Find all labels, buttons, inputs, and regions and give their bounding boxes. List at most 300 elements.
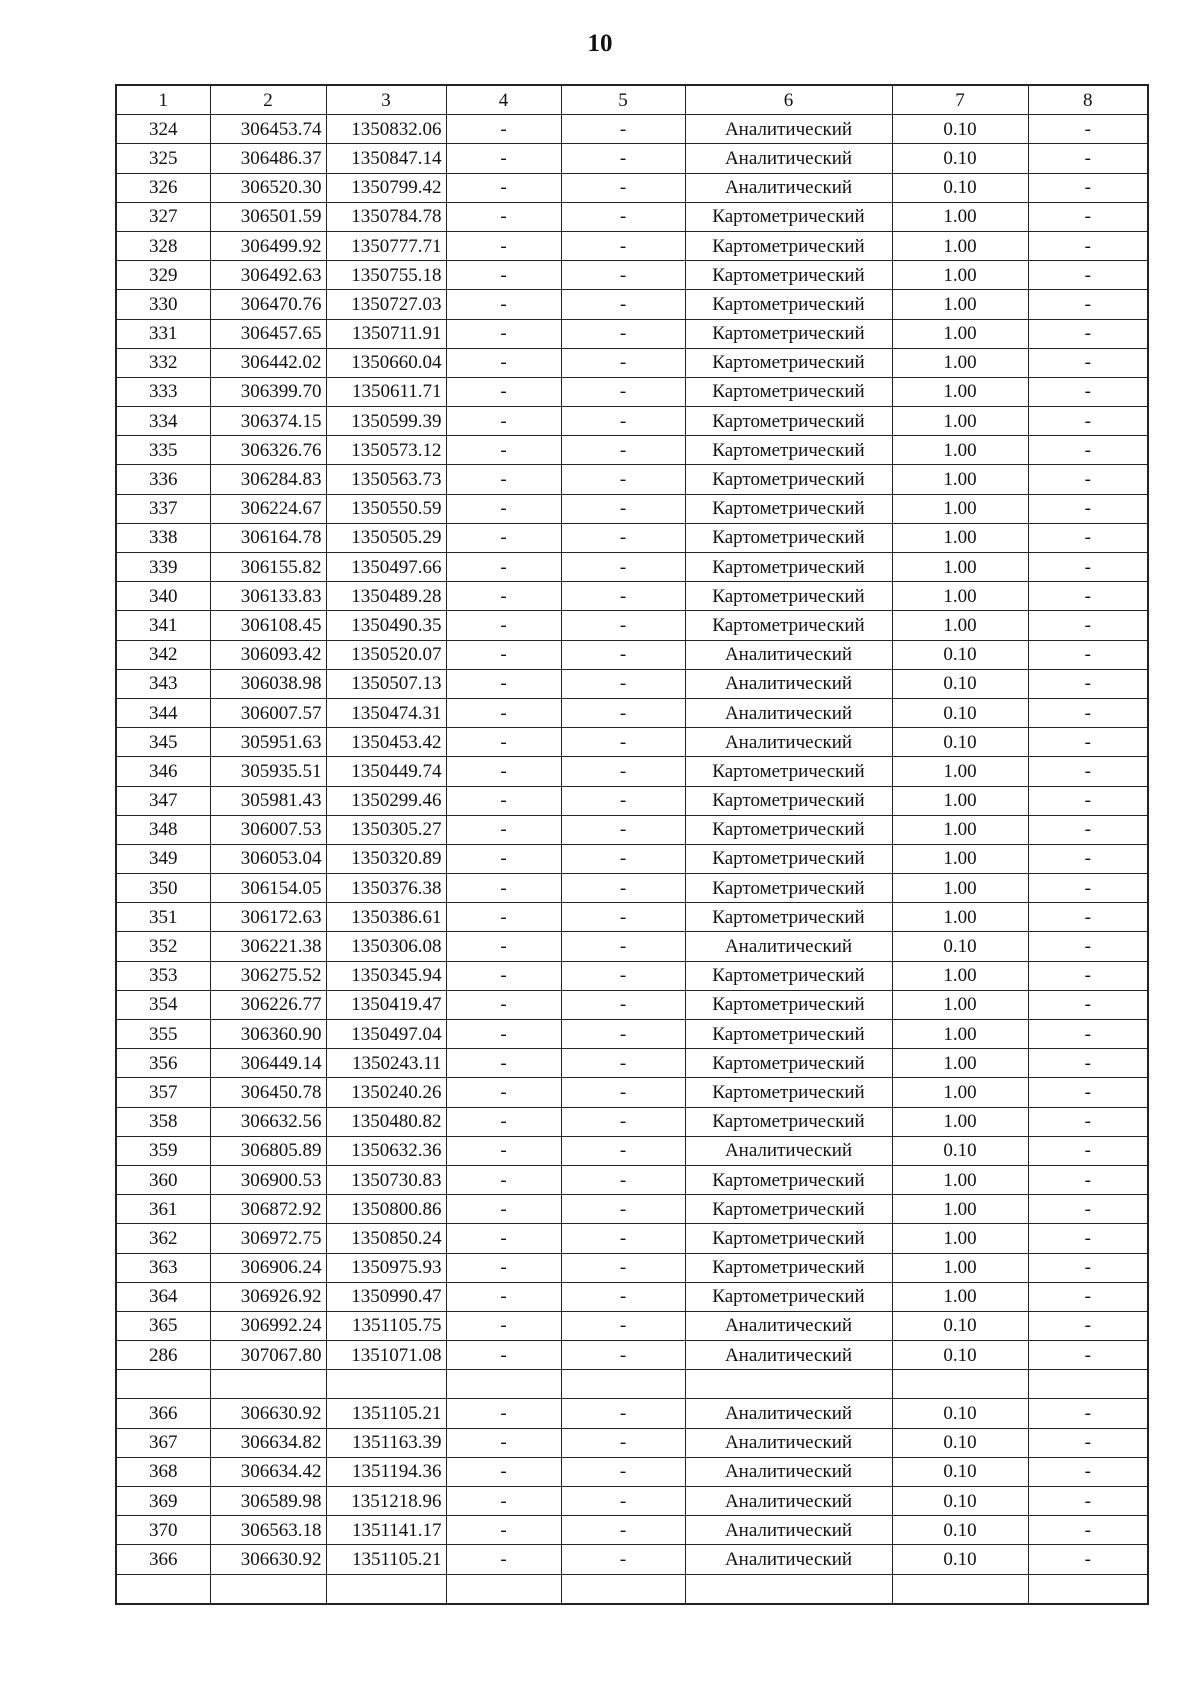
cell-accuracy: 0.10 xyxy=(892,1136,1028,1165)
cell-col-5: - xyxy=(561,844,685,873)
column-header-4: 4 xyxy=(446,85,561,115)
cell-y-coordinate: 1351218.96 xyxy=(326,1487,446,1516)
cell-col-5: - xyxy=(561,1078,685,1107)
cell-col-5: - xyxy=(561,1020,685,1049)
cell-y-coordinate: 1351071.08 xyxy=(326,1341,446,1370)
cell-col-8: - xyxy=(1028,1545,1148,1574)
cell-col-5: - xyxy=(561,144,685,173)
table-row xyxy=(116,1195,1148,1224)
cell-col-8: - xyxy=(1028,348,1148,377)
cell-accuracy: 0.10 xyxy=(892,1399,1028,1428)
cell-y-coordinate: 1350800.86 xyxy=(326,1195,446,1224)
cell-col-5 xyxy=(561,1574,685,1604)
cell-col-4: - xyxy=(446,1020,561,1049)
cell-col-8: - xyxy=(1028,436,1148,465)
cell-col-4: - xyxy=(446,202,561,231)
cell-accuracy: 1.00 xyxy=(892,1224,1028,1253)
cell-y-coordinate: 1350611.71 xyxy=(326,377,446,406)
table-row xyxy=(116,290,1148,319)
cell-point-number: 331 xyxy=(116,319,210,348)
cell-y-coordinate: 1350599.39 xyxy=(326,407,446,436)
cell-x-coordinate: 306926.92 xyxy=(210,1282,326,1311)
cell-x-coordinate: 306007.57 xyxy=(210,698,326,727)
cell-y-coordinate: 1350550.59 xyxy=(326,494,446,523)
cell-col-8: - xyxy=(1028,1253,1148,1282)
cell-col-5: - xyxy=(561,1516,685,1545)
cell-accuracy: 0.10 xyxy=(892,1545,1028,1574)
cell-col-4: - xyxy=(446,757,561,786)
cell-col-4: - xyxy=(446,144,561,173)
cell-y-coordinate: 1350660.04 xyxy=(326,348,446,377)
cell-point-number: 346 xyxy=(116,757,210,786)
cell-accuracy: 1.00 xyxy=(892,553,1028,582)
table-body xyxy=(116,115,1148,1604)
cell-accuracy: 1.00 xyxy=(892,844,1028,873)
cell-method: Картометрический xyxy=(685,377,892,406)
cell-col-4: - xyxy=(446,1311,561,1340)
cell-x-coordinate: 306053.04 xyxy=(210,844,326,873)
table-row xyxy=(116,757,1148,786)
cell-x-coordinate: 306632.56 xyxy=(210,1107,326,1136)
cell-method: Картометрический xyxy=(685,1282,892,1311)
cell-point-number: 344 xyxy=(116,698,210,727)
cell-col-4: - xyxy=(446,1341,561,1370)
cell-col-8 xyxy=(1028,1574,1148,1604)
table-row xyxy=(116,407,1148,436)
table-row xyxy=(116,1049,1148,1078)
cell-accuracy: 1.00 xyxy=(892,786,1028,815)
table-row xyxy=(116,202,1148,231)
cell-col-5: - xyxy=(561,728,685,757)
cell-accuracy: 1.00 xyxy=(892,1020,1028,1049)
cell-col-8: - xyxy=(1028,1165,1148,1194)
cell-accuracy: 0.10 xyxy=(892,173,1028,202)
cell-col-5: - xyxy=(561,553,685,582)
cell-col-5: - xyxy=(561,523,685,552)
cell-accuracy: 0.10 xyxy=(892,144,1028,173)
cell-x-coordinate: 306470.76 xyxy=(210,290,326,319)
cell-col-4: - xyxy=(446,1165,561,1194)
cell-x-coordinate: 306520.30 xyxy=(210,173,326,202)
cell-accuracy: 0.10 xyxy=(892,1516,1028,1545)
cell-col-4: - xyxy=(446,231,561,260)
cell-accuracy: 1.00 xyxy=(892,961,1028,990)
table-row xyxy=(116,348,1148,377)
cell-y-coordinate: 1351105.21 xyxy=(326,1545,446,1574)
cell-col-8: - xyxy=(1028,1311,1148,1340)
cell-x-coordinate: 306906.24 xyxy=(210,1253,326,1282)
cell-col-5: - xyxy=(561,1224,685,1253)
table-row xyxy=(116,669,1148,698)
cell-y-coordinate: 1350727.03 xyxy=(326,290,446,319)
cell-point-number: 345 xyxy=(116,728,210,757)
cell-col-4: - xyxy=(446,1428,561,1457)
cell-x-coordinate: 306172.63 xyxy=(210,903,326,932)
cell-accuracy: 1.00 xyxy=(892,523,1028,552)
cell-col-8: - xyxy=(1028,786,1148,815)
cell-method: Картометрический xyxy=(685,523,892,552)
cell-col-5: - xyxy=(561,1545,685,1574)
cell-method: Аналитический xyxy=(685,1487,892,1516)
cell-x-coordinate: 306805.89 xyxy=(210,1136,326,1165)
cell-col-5: - xyxy=(561,640,685,669)
cell-point-number: 359 xyxy=(116,1136,210,1165)
cell-col-5: - xyxy=(561,698,685,727)
cell-point-number: 351 xyxy=(116,903,210,932)
cell-point-number: 335 xyxy=(116,436,210,465)
cell-col-4: - xyxy=(446,1457,561,1486)
cell-method: Картометрический xyxy=(685,348,892,377)
table-row xyxy=(116,611,1148,640)
table-row xyxy=(116,728,1148,757)
cell-point-number: 347 xyxy=(116,786,210,815)
cell-y-coordinate: 1350305.27 xyxy=(326,815,446,844)
cell-col-8: - xyxy=(1028,1078,1148,1107)
cell-method: Картометрический xyxy=(685,1224,892,1253)
cell-col-8: - xyxy=(1028,640,1148,669)
cell-point-number: 327 xyxy=(116,202,210,231)
cell-method: Картометрический xyxy=(685,990,892,1019)
cell-accuracy: 1.00 xyxy=(892,1282,1028,1311)
cell-y-coordinate: 1350755.18 xyxy=(326,261,446,290)
cell-x-coordinate: 305981.43 xyxy=(210,786,326,815)
cell-accuracy: 1.00 xyxy=(892,231,1028,260)
cell-x-coordinate: 307067.80 xyxy=(210,1341,326,1370)
cell-point-number: 358 xyxy=(116,1107,210,1136)
cell-col-5: - xyxy=(561,202,685,231)
cell-method: Картометрический xyxy=(685,1078,892,1107)
table-row xyxy=(116,1545,1148,1574)
table-row xyxy=(116,1136,1148,1165)
table-row xyxy=(116,523,1148,552)
cell-col-8: - xyxy=(1028,407,1148,436)
cell-col-4: - xyxy=(446,1107,561,1136)
table-row xyxy=(116,582,1148,611)
cell-accuracy: 1.00 xyxy=(892,465,1028,494)
cell-col-5: - xyxy=(561,932,685,961)
cell-x-coordinate: 306630.92 xyxy=(210,1399,326,1428)
cell-y-coordinate: 1350320.89 xyxy=(326,844,446,873)
cell-x-coordinate: 306501.59 xyxy=(210,202,326,231)
cell-point-number: 353 xyxy=(116,961,210,990)
table-row xyxy=(116,1020,1148,1049)
cell-y-coordinate: 1350990.47 xyxy=(326,1282,446,1311)
table-row xyxy=(116,786,1148,815)
cell-accuracy: 1.00 xyxy=(892,1253,1028,1282)
cell-method: Аналитический xyxy=(685,728,892,757)
page-number: 10 xyxy=(587,30,613,57)
cell-point-number: 368 xyxy=(116,1457,210,1486)
cell-x-coordinate: 306634.42 xyxy=(210,1457,326,1486)
table-row xyxy=(116,1341,1148,1370)
table-row xyxy=(116,377,1148,406)
table-row xyxy=(116,844,1148,873)
cell-col-5: - xyxy=(561,465,685,494)
cell-col-8 xyxy=(1028,1370,1148,1399)
cell-col-4: - xyxy=(446,903,561,932)
cell-col-5: - xyxy=(561,582,685,611)
cell-y-coordinate: 1350306.08 xyxy=(326,932,446,961)
cell-point-number: 349 xyxy=(116,844,210,873)
cell-col-4: - xyxy=(446,1253,561,1282)
cell-point-number xyxy=(116,1574,210,1604)
cell-y-coordinate: 1350299.46 xyxy=(326,786,446,815)
cell-col-8: - xyxy=(1028,523,1148,552)
cell-point-number: 324 xyxy=(116,115,210,144)
cell-method: Аналитический xyxy=(685,173,892,202)
cell-col-4: - xyxy=(446,1078,561,1107)
cell-method: Картометрический xyxy=(685,290,892,319)
cell-method: Картометрический xyxy=(685,202,892,231)
cell-point-number xyxy=(116,1370,210,1399)
table-row xyxy=(116,1107,1148,1136)
cell-accuracy: 1.00 xyxy=(892,1107,1028,1136)
cell-accuracy: 0.10 xyxy=(892,1487,1028,1516)
cell-method: Картометрический xyxy=(685,1165,892,1194)
cell-col-8: - xyxy=(1028,932,1148,961)
cell-point-number: 338 xyxy=(116,523,210,552)
cell-col-8: - xyxy=(1028,815,1148,844)
cell-x-coordinate: 306226.77 xyxy=(210,990,326,1019)
cell-col-5: - xyxy=(561,1195,685,1224)
cell-method: Аналитический xyxy=(685,115,892,144)
cell-col-8: - xyxy=(1028,115,1148,144)
cell-accuracy: 0.10 xyxy=(892,1341,1028,1370)
cell-col-8: - xyxy=(1028,874,1148,903)
table-row xyxy=(116,640,1148,669)
cell-point-number: 364 xyxy=(116,1282,210,1311)
cell-col-4 xyxy=(446,1370,561,1399)
table-row xyxy=(116,874,1148,903)
cell-col-5: - xyxy=(561,1049,685,1078)
cell-col-8: - xyxy=(1028,173,1148,202)
cell-x-coordinate: 305935.51 xyxy=(210,757,326,786)
cell-col-8: - xyxy=(1028,961,1148,990)
cell-accuracy: 0.10 xyxy=(892,1428,1028,1457)
cell-accuracy: 1.00 xyxy=(892,348,1028,377)
cell-col-8: - xyxy=(1028,1487,1148,1516)
table-row xyxy=(116,815,1148,844)
cell-y-coordinate: 1351194.36 xyxy=(326,1457,446,1486)
cell-accuracy: 1.00 xyxy=(892,494,1028,523)
cell-col-4: - xyxy=(446,1487,561,1516)
cell-x-coordinate: 306453.74 xyxy=(210,115,326,144)
cell-col-8: - xyxy=(1028,1224,1148,1253)
table-row xyxy=(116,231,1148,260)
cell-method: Аналитический xyxy=(685,1399,892,1428)
table-row xyxy=(116,261,1148,290)
cell-point-number: 336 xyxy=(116,465,210,494)
cell-col-8: - xyxy=(1028,144,1148,173)
cell-point-number: 367 xyxy=(116,1428,210,1457)
cell-col-4: - xyxy=(446,961,561,990)
cell-method: Картометрический xyxy=(685,465,892,494)
cell-method xyxy=(685,1574,892,1604)
table-row xyxy=(116,698,1148,727)
cell-x-coordinate: 306155.82 xyxy=(210,553,326,582)
cell-accuracy: 1.00 xyxy=(892,611,1028,640)
cell-x-coordinate: 306374.15 xyxy=(210,407,326,436)
cell-col-5: - xyxy=(561,115,685,144)
cell-col-4: - xyxy=(446,844,561,873)
cell-y-coordinate: 1350832.06 xyxy=(326,115,446,144)
cell-y-coordinate: 1350799.42 xyxy=(326,173,446,202)
cell-col-5: - xyxy=(561,786,685,815)
cell-method: Картометрический xyxy=(685,231,892,260)
cell-col-5: - xyxy=(561,1457,685,1486)
cell-x-coordinate: 306492.63 xyxy=(210,261,326,290)
cell-x-coordinate: 306499.92 xyxy=(210,231,326,260)
cell-col-8: - xyxy=(1028,990,1148,1019)
cell-y-coordinate: 1350449.74 xyxy=(326,757,446,786)
cell-method: Картометрический xyxy=(685,1195,892,1224)
cell-accuracy xyxy=(892,1370,1028,1399)
cell-col-5: - xyxy=(561,436,685,465)
cell-y-coordinate: 1351141.17 xyxy=(326,1516,446,1545)
cell-col-4 xyxy=(446,1574,561,1604)
cell-point-number: 286 xyxy=(116,1341,210,1370)
cell-x-coordinate: 306108.45 xyxy=(210,611,326,640)
column-header-1: 1 xyxy=(116,85,210,115)
cell-point-number: 365 xyxy=(116,1311,210,1340)
cell-x-coordinate: 306007.53 xyxy=(210,815,326,844)
cell-accuracy: 1.00 xyxy=(892,1165,1028,1194)
cell-col-5: - xyxy=(561,173,685,202)
table-row xyxy=(116,961,1148,990)
cell-x-coordinate: 306275.52 xyxy=(210,961,326,990)
cell-col-4: - xyxy=(446,786,561,815)
cell-point-number: 366 xyxy=(116,1545,210,1574)
cell-x-coordinate: 306326.76 xyxy=(210,436,326,465)
cell-col-8: - xyxy=(1028,290,1148,319)
cell-x-coordinate: 306360.90 xyxy=(210,1020,326,1049)
cell-col-4: - xyxy=(446,1399,561,1428)
cell-x-coordinate: 306457.65 xyxy=(210,319,326,348)
cell-col-4: - xyxy=(446,1195,561,1224)
cell-col-4: - xyxy=(446,436,561,465)
cell-x-coordinate: 306224.67 xyxy=(210,494,326,523)
cell-x-coordinate: 306486.37 xyxy=(210,144,326,173)
cell-col-4: - xyxy=(446,290,561,319)
cell-point-number: 355 xyxy=(116,1020,210,1049)
cell-x-coordinate xyxy=(210,1370,326,1399)
cell-point-number: 352 xyxy=(116,932,210,961)
cell-x-coordinate: 306450.78 xyxy=(210,1078,326,1107)
cell-col-4: - xyxy=(446,815,561,844)
cell-point-number: 348 xyxy=(116,815,210,844)
cell-col-8: - xyxy=(1028,1195,1148,1224)
cell-col-5: - xyxy=(561,290,685,319)
cell-col-4: - xyxy=(446,465,561,494)
cell-method: Аналитический xyxy=(685,1428,892,1457)
cell-method: Картометрический xyxy=(685,1107,892,1136)
cell-x-coordinate: 306133.83 xyxy=(210,582,326,611)
cell-col-5: - xyxy=(561,1282,685,1311)
cell-accuracy: 1.00 xyxy=(892,815,1028,844)
column-header-2: 2 xyxy=(210,85,326,115)
cell-col-4: - xyxy=(446,348,561,377)
cell-y-coordinate: 1350386.61 xyxy=(326,903,446,932)
cell-method: Картометрический xyxy=(685,319,892,348)
cell-accuracy: 0.10 xyxy=(892,698,1028,727)
table-row xyxy=(116,319,1148,348)
table-row xyxy=(116,436,1148,465)
cell-x-coordinate: 306634.82 xyxy=(210,1428,326,1457)
cell-x-coordinate: 306563.18 xyxy=(210,1516,326,1545)
cell-method: Аналитический xyxy=(685,932,892,961)
cell-col-8: - xyxy=(1028,1457,1148,1486)
cell-col-5: - xyxy=(561,348,685,377)
cell-col-8: - xyxy=(1028,669,1148,698)
cell-col-5: - xyxy=(561,1399,685,1428)
cell-point-number: 354 xyxy=(116,990,210,1019)
table-row xyxy=(116,1165,1148,1194)
cell-col-4: - xyxy=(446,611,561,640)
cell-col-4: - xyxy=(446,1224,561,1253)
cell-point-number: 370 xyxy=(116,1516,210,1545)
cell-point-number: 333 xyxy=(116,377,210,406)
cell-point-number: 362 xyxy=(116,1224,210,1253)
cell-x-coordinate: 305951.63 xyxy=(210,728,326,757)
cell-col-4: - xyxy=(446,932,561,961)
cell-col-5: - xyxy=(561,1487,685,1516)
table-row xyxy=(116,465,1148,494)
cell-x-coordinate: 306399.70 xyxy=(210,377,326,406)
cell-col-4: - xyxy=(446,1545,561,1574)
cell-col-8: - xyxy=(1028,465,1148,494)
cell-x-coordinate: 306972.75 xyxy=(210,1224,326,1253)
table-row xyxy=(116,1516,1148,1545)
table-row xyxy=(116,1282,1148,1311)
cell-col-4: - xyxy=(446,582,561,611)
cell-accuracy: 1.00 xyxy=(892,1195,1028,1224)
cell-point-number: 341 xyxy=(116,611,210,640)
cell-y-coordinate: 1350730.83 xyxy=(326,1165,446,1194)
cell-col-8: - xyxy=(1028,1282,1148,1311)
column-header-5: 5 xyxy=(561,85,685,115)
cell-method: Аналитический xyxy=(685,698,892,727)
cell-col-5: - xyxy=(561,231,685,260)
cell-method: Картометрический xyxy=(685,494,892,523)
cell-col-8: - xyxy=(1028,582,1148,611)
cell-point-number: 363 xyxy=(116,1253,210,1282)
cell-y-coordinate: 1351105.75 xyxy=(326,1311,446,1340)
cell-x-coordinate: 306992.24 xyxy=(210,1311,326,1340)
cell-y-coordinate: 1350497.66 xyxy=(326,553,446,582)
table-row xyxy=(116,144,1148,173)
table-row xyxy=(116,1078,1148,1107)
cell-x-coordinate: 306038.98 xyxy=(210,669,326,698)
cell-col-5: - xyxy=(561,669,685,698)
cell-col-4: - xyxy=(446,319,561,348)
table-row xyxy=(116,173,1148,202)
cell-method: Аналитический xyxy=(685,1341,892,1370)
cell-point-number: 360 xyxy=(116,1165,210,1194)
cell-col-5: - xyxy=(561,903,685,932)
cell-col-5: - xyxy=(561,1165,685,1194)
cell-col-8: - xyxy=(1028,844,1148,873)
cell-col-5: - xyxy=(561,757,685,786)
cell-col-8: - xyxy=(1028,903,1148,932)
table-row xyxy=(116,1428,1148,1457)
cell-accuracy: 0.10 xyxy=(892,1457,1028,1486)
cell-point-number: 330 xyxy=(116,290,210,319)
cell-col-5: - xyxy=(561,961,685,990)
cell-method: Картометрический xyxy=(685,961,892,990)
table-row-blank xyxy=(116,1574,1148,1604)
cell-col-8: - xyxy=(1028,1399,1148,1428)
cell-y-coordinate: 1350573.12 xyxy=(326,436,446,465)
